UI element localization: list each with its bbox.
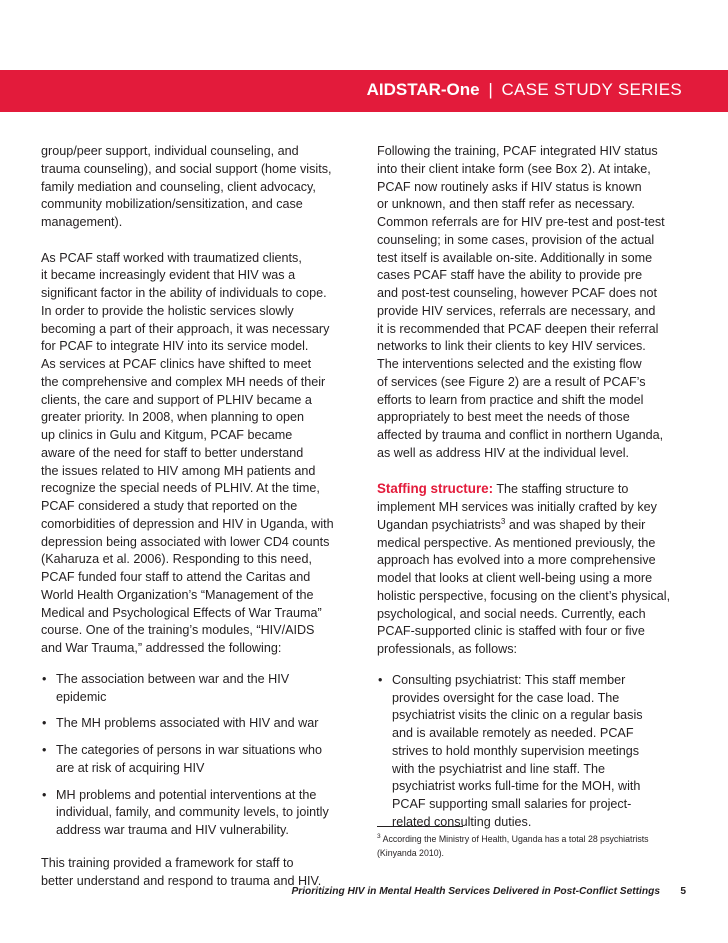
text-line: of services (see Figure 2) are a result of PCAF’s (377, 374, 646, 389)
text-line: medical perspective. As mentioned previously, the (377, 535, 656, 550)
text-line: and War Trauma,” addressed the following: (41, 641, 282, 655)
text-line: appropriately to best meet the needs of those (377, 410, 630, 425)
text-line: In order to provide the holistic services slowly (41, 303, 294, 318)
text-line: course. One of the training’s modules, “HIV/AIDS (41, 623, 315, 638)
text-line: PCAF funded four staff to attend the Caritas and (41, 570, 311, 584)
text-line: World Health Organization’s “Management of the (41, 587, 314, 602)
text-line: As services at PCAF clinics have shifted to meet (41, 357, 312, 371)
list-item (41, 742, 363, 778)
text-line: community mobilization/sensitization, and case (41, 197, 303, 212)
text-line: significant factor in the ability of individuals to cope. (41, 286, 327, 300)
training-framework-paragraph (41, 855, 363, 891)
text-line: as well as address HIV at the individual level. (377, 445, 630, 460)
text-line: counseling; in some cases, provision of the actual (377, 232, 655, 247)
text-line (377, 480, 689, 499)
text-line: PCAF supporting small salaries for project- (392, 797, 632, 811)
text-fragment: According the Ministry of Health, Uganda has a total 28 psychiatrists (380, 833, 649, 844)
text-line: for PCAF to integrate HIV into its service model. (41, 339, 309, 354)
staff-roles-list (377, 672, 689, 832)
text-line: • Consulting psychiatrist: This staff member (392, 672, 626, 687)
text-line: or unknown, and then staff refer as necessary. (377, 197, 635, 212)
text-line (377, 830, 677, 846)
text-line: professionals, as follows: (377, 642, 517, 656)
text-line: becoming a part of their approach, it was necessary (41, 321, 330, 336)
text-line: • MH problems and potential interventions at the (56, 787, 317, 802)
text-line: with the psychiatrist and line staff. The (392, 761, 606, 776)
text-line: related consulting duties. (392, 814, 532, 829)
text-line: PCAF now routinely asks if HIV status is known (377, 179, 642, 194)
header-banner (0, 70, 728, 112)
hiv-integration-paragraph (41, 250, 363, 658)
text-line: trauma counseling), and social support (home visits, (41, 161, 332, 176)
text-line: This training provided a framework for staff to (41, 855, 294, 870)
text-line: provides oversight for the case load. The (392, 690, 620, 705)
text-line: (Kaharuza et al. 2006). Responding to this need, (41, 552, 312, 567)
staffing-paragraph (377, 480, 689, 659)
text-line: the comprehensive and complex MH needs of their (41, 374, 326, 389)
text-line: better understand and respond to trauma and HIV. (41, 873, 322, 888)
text-line: model that looks at client well-being using a more (377, 571, 653, 585)
list-item (41, 671, 363, 707)
footer-title: Prioritizing HIV in Mental Health Services Delivered in Post-Conflict Settings (291, 886, 660, 897)
text-line: aware of the need for staff to better understand (41, 445, 304, 460)
text-line: are at risk of acquiring HIV (56, 760, 205, 775)
text-line: comorbidities of depression and HIV in Uganda, with (41, 516, 334, 531)
text-line: Common referrals are for HIV pre-test and post-test (377, 215, 665, 229)
text-line: As PCAF staff worked with traumatized clients, (41, 250, 302, 265)
text-line: into their client intake form (see Box 2). At intake, (377, 161, 651, 176)
text-line: The interventions selected and the existing flow (377, 357, 642, 371)
text-line: holistic perspective, focusing on the client’s physical, (377, 588, 671, 603)
text-fragment: The staffing structure to (493, 482, 629, 497)
text-line: management). (41, 215, 123, 229)
text-line: • The categories of persons in war situations who (56, 743, 323, 757)
footnote-number: 3 (377, 833, 381, 840)
text-line: up clinics in Gulu and Kitgum, PCAF became (41, 428, 293, 442)
list-item (41, 787, 363, 840)
intro-paragraph (41, 143, 363, 232)
text-line: networks to link their clients to key HIV services. (377, 339, 646, 354)
text-line: psychological, and social needs. Currently, each (377, 606, 646, 621)
text-line: cases PCAF staff have the ability to provide pre (377, 268, 643, 283)
text-line: affected by trauma and conflict in northern Uganda, (377, 428, 664, 442)
section-heading: Staffing structure: (377, 481, 494, 497)
text-line: approach has evolved into a more comprehensive (377, 553, 656, 568)
training-topics-list (41, 671, 363, 840)
text-line: clients, the care and support of PLHIV became a (41, 392, 312, 407)
list-item (41, 715, 363, 733)
text-line: greater priority. In 2008, when planning to open (41, 410, 305, 425)
text-line: address war trauma and HIV vulnerability. (56, 823, 289, 837)
text-line: it became increasingly evident that HIV was a (41, 268, 296, 283)
text-line (377, 517, 689, 535)
text-line: depression being associated with lower CD4 counts (41, 534, 330, 549)
text-line: efforts to learn from practice and shift the model (377, 392, 644, 407)
text-line: group/peer support, individual counseling, and (41, 144, 299, 158)
text-line: epidemic (56, 689, 107, 704)
text-line: psychiatrist works full-time for the MOH, with (392, 779, 641, 794)
text-line: PCAF considered a study that reported on the (41, 499, 298, 513)
text-line: • The MH problems associated with HIV and war (56, 716, 319, 731)
page-footer (0, 886, 728, 900)
text-line: and is available remotely as needed. PCAF (392, 726, 634, 740)
text-line: psychiatrist visits the clinic on a regular basis (392, 708, 643, 723)
text-line: Medical and Psychological Effects of War Trauma” (41, 605, 322, 620)
footnote-divider (377, 826, 463, 827)
text-line: (Kinyanda 2010). (377, 847, 444, 858)
footnote-marker: 3 (500, 516, 506, 526)
text-line: the issues related to HIV among MH patients and (41, 463, 316, 478)
right-column (377, 143, 689, 841)
text-line: implement MH services was initially crafted by key (377, 500, 657, 514)
text-line: family mediation and counseling, client advocacy, (41, 179, 316, 194)
text-line: recognize the special needs of PLHIV. At the time, (41, 481, 320, 496)
text-line: and post-test counseling, however PCAF does not (377, 286, 658, 300)
page-number: 5 (680, 886, 686, 897)
text-line: provide HIV services, referrals are necessary, and (377, 303, 656, 318)
series-title (367, 80, 682, 100)
title-separator: | (488, 80, 493, 99)
series-name: CASE STUDY SERIES (501, 80, 682, 99)
text-line: strives to hold monthly supervision meetings (392, 743, 640, 758)
list-item (377, 672, 689, 832)
text-line: it is recommended that PCAF deepen their referral (377, 321, 659, 336)
left-column (41, 143, 363, 890)
text-fragment: Ugandan psychiatrists (377, 517, 501, 532)
text-line: PCAF-supported clinic is staffed with four or five (377, 624, 645, 639)
text-line: individual, family, and community levels, to jointly (56, 805, 329, 820)
brand-name: AIDSTAR-One (366, 80, 480, 99)
intake-paragraph (377, 143, 689, 463)
text-line: Following the training, PCAF integrated HIV status (377, 144, 658, 158)
text-line: test itself is available on-site. Additionally in some (377, 250, 653, 265)
text-line: • The association between war and the HIV (56, 671, 290, 686)
footnote (377, 830, 677, 860)
text-fragment: and was shaped by their (505, 517, 646, 532)
